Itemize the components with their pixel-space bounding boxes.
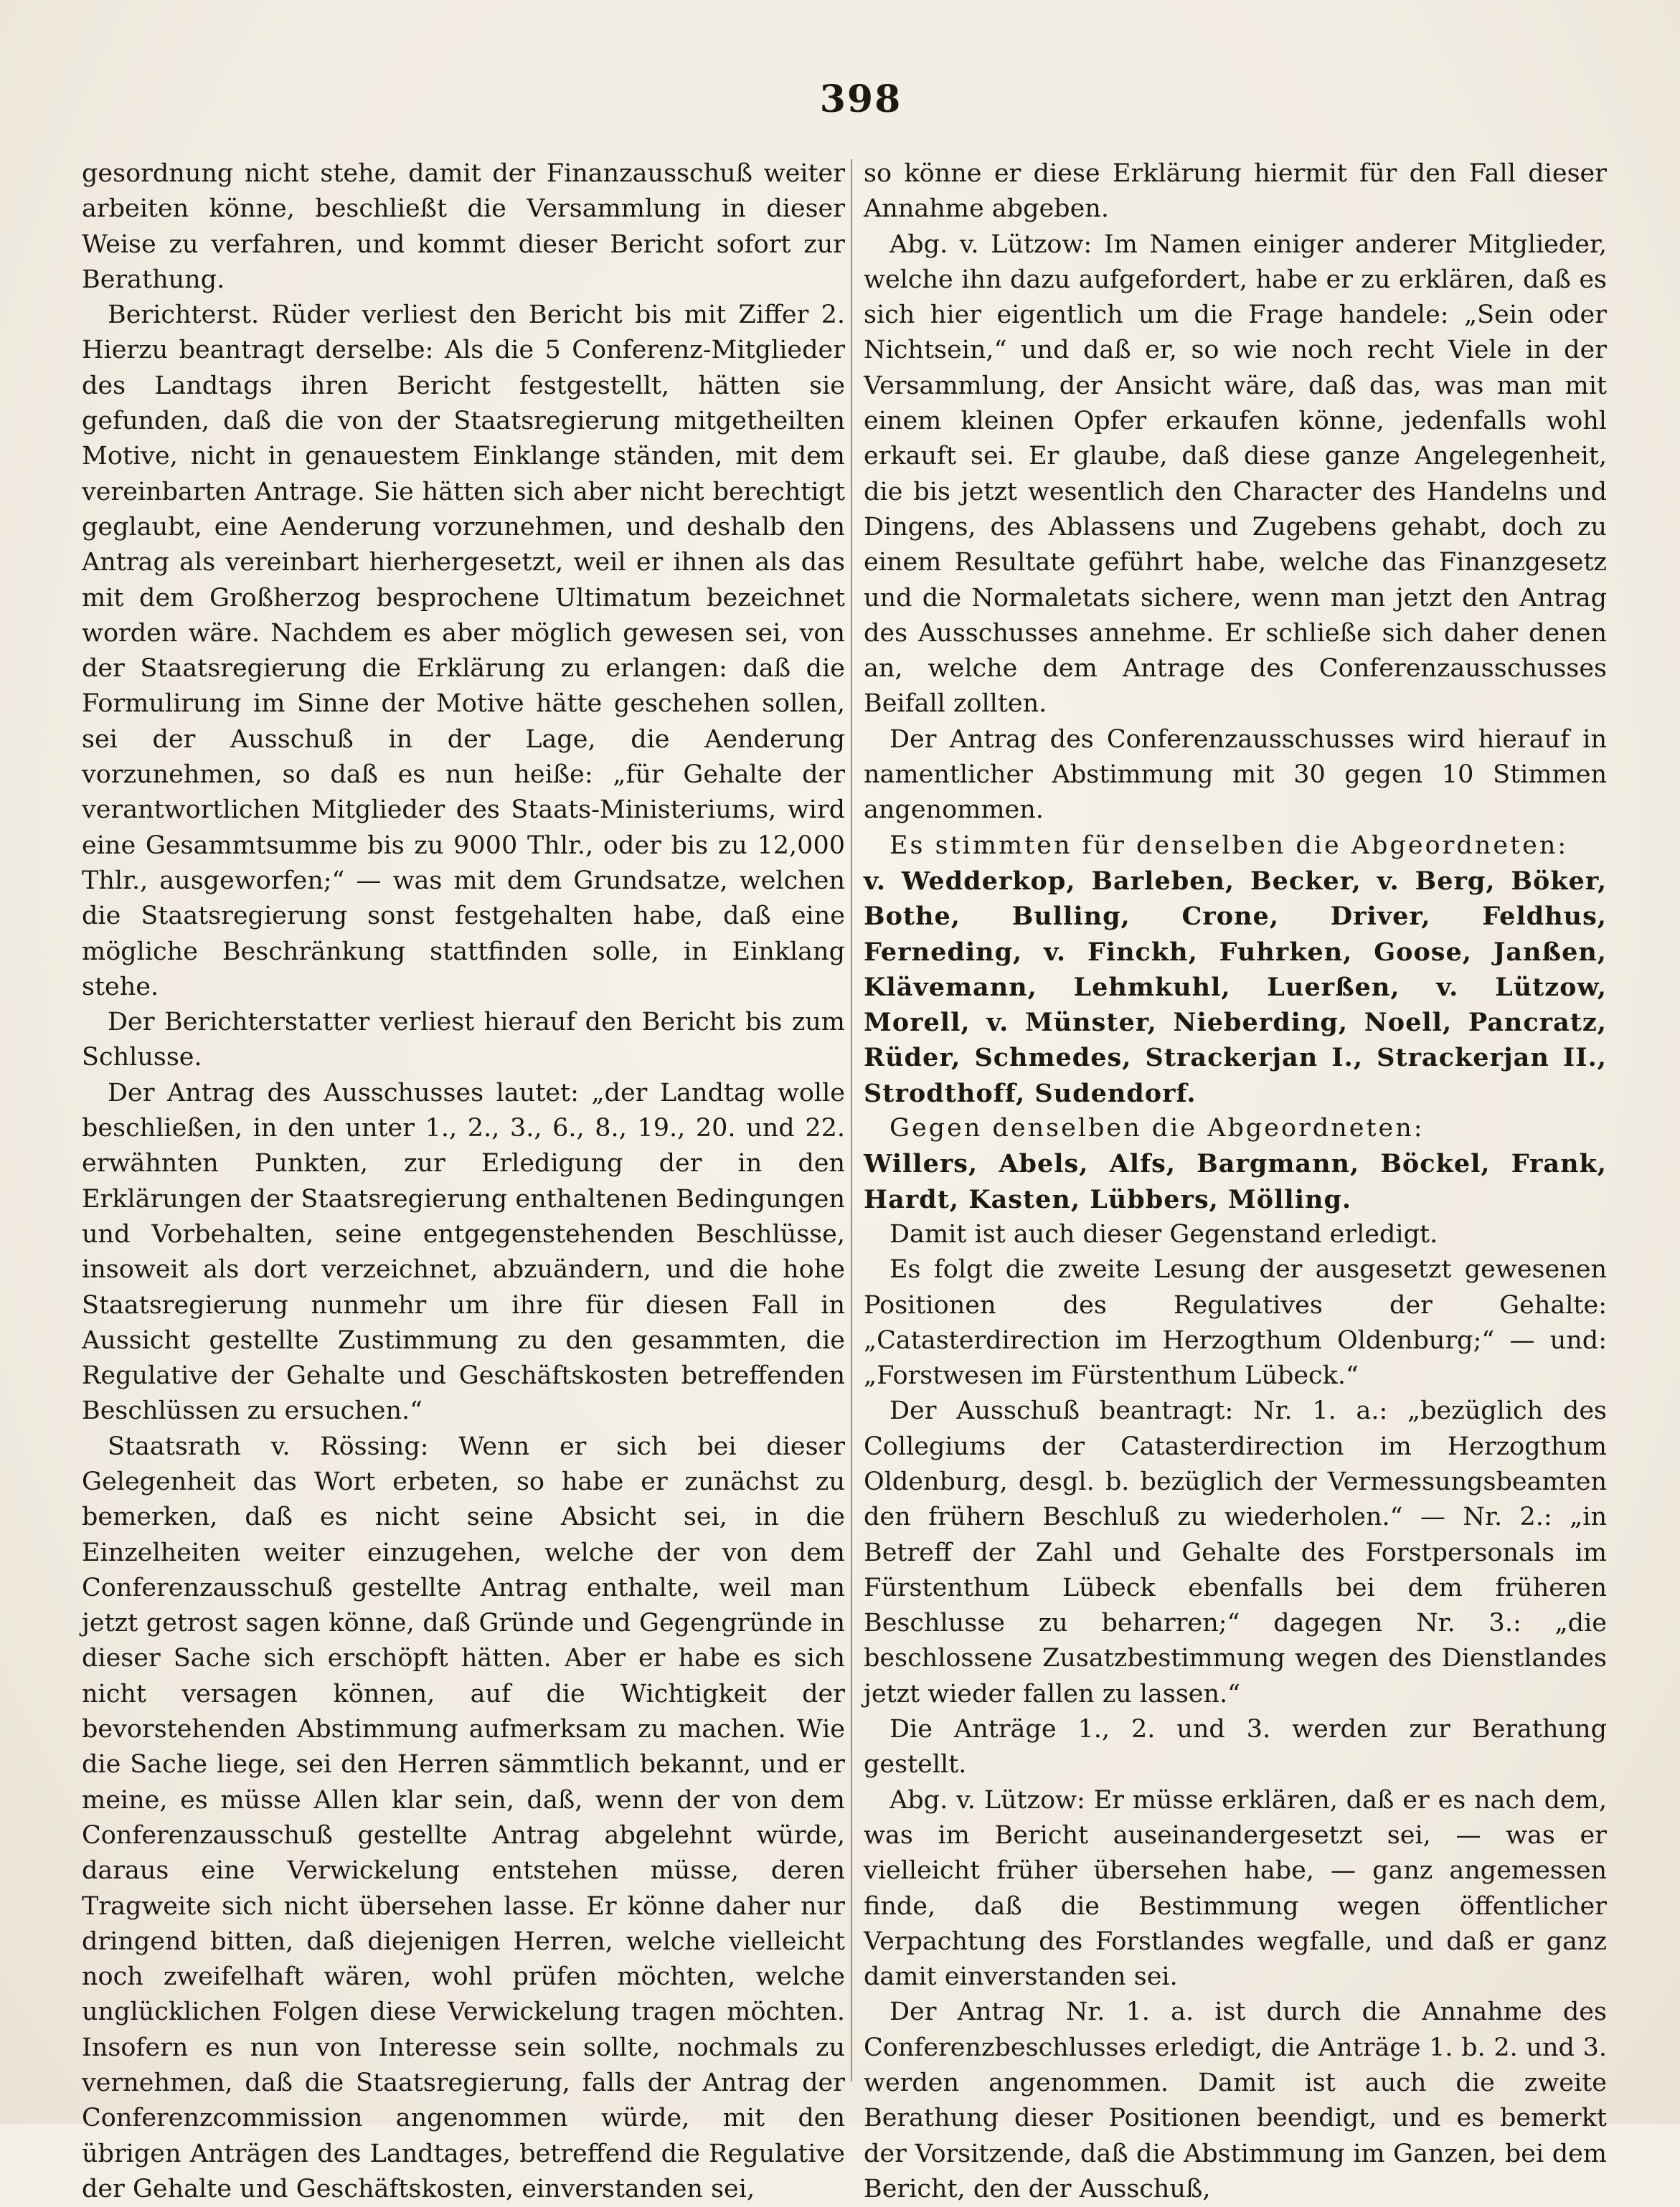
paragraph-vote-result: Der Antrag des Conferenzausschusses wird hierauf in namentlicher Abstimmung mit 30 gegen 10 Stimmen angenommen. (864, 724, 1607, 825)
paragraph-continuation: gesordnung nicht stehe, damit der Finanzausschuß weiter arbeiten könne, beschließt die Versammlung in dieser Weise zu verfahren, und kommt dieser Bericht sofort zur Berathung. (82, 159, 845, 294)
paragraph-rapporteur-reads: Der Berichterstatter verliest hierauf den Bericht bis zum Schlusse. (82, 1008, 845, 1072)
paragraph-rapporteur-report: Berichterst. Rüder verliest den Bericht bis mit Ziffer 2. Hierzu beantragt derselbe: Als die 5 Conferenz-Mitglieder des Landtags ihren Bericht festgestellt, hätten sie gefunden, daß die von der Staatsregierung mitgetheilten Motive, nicht in genauestem Einklange ständen, mit dem vereinbarten Antrage. Sie hätten sich aber nicht berechtigt geglaubt, eine Aenderung vorzunehmen, und deshalb den Antrag als vereinbart hierhergesetzt, weil er ihnen als das mit dem Großherzog besprochene Ultimatum bezeichnet worden wäre. Nachdem es aber möglich gewesen sei, von der Staatsregierung die Erklärung zu erlangen: daß die Formulirung im Sinne der Motive hätte geschehen sollen, sei der Ausschuß in der Lage, die Aenderung vorzunehmen, so daß es nun heiße: „für Gehalte der verantwortlichen Mitglieder des Staats-Ministeriums, wird eine Gesammtsumme bis zu 9000 Thlr., oder bis zu 12,000 Thlr., ausgeworfen;“ — was mit dem Grundsatze, welchen die Staatsregierung sonst festgehalten habe, daß eine mögliche Beschränkung stattfinden solle, in Einklang stehe. (82, 301, 845, 1001)
vote-for-names: v. Wedderkop, Barleben, Becker, v. Berg, Böker, Bothe, Bulling, Crone, Driver, Feldhus, Ferneding, v. Finckh, Fuhrken, Goose, Janßen, Klävemann, Lehmkuhl, Luerßen, v. Lützow, Morell, v. Münster, Nieberding, Noell, Pancratz, Rüder, Schmedes, Strackerjan I., Strackerjan II., Strodthoff, Sudendorf. (864, 866, 1607, 1108)
paragraph-staatsrath-speech: Staatsrath v. Rössing: Wenn er sich bei dieser Gelegenheit das Wort erbeten, so habe er zunächst zu bemerken, daß es nicht seine Absicht sei, in die Einzelheiten weiter einzugehen, welche der von dem Conferenzausschuß gestellte Antrag enthalte, weil man jetzt getrost sagen könne, daß Gründe und Gegengründe in dieser Sache sich erschöpft hätten. Aber er habe es sich nicht versagen können, auf die Wichtigkeit der bevorstehenden Abstimmung aufmerksam zu machen. Wie die Sache liege, sei den Herren sämmtlich bekannt, und er meine, es müsse Allen klar sein, daß, wenn der von dem Conferenzausschuß gestellte Antrag abgelehnt würde, daraus eine Verwickelung entstehen müsse, deren Tragweite sich nicht übersehen lasse. Er könne daher nur dringend bitten, daß diejenigen Herren, welche vielleicht noch zweifelhaft wären, wohl prüfen möchten, welche unglücklichen Folgen diese Verwickelung tragen möchten. Insofern es nun von Interesse sein sollte, nochmals zu vernehmen, daß die Staatsregierung, falls der Antrag der Conferenzcommission angenommen würde, mit den übrigen Anträgen des Landtages, betreffend die Regulative der Gehalte und Geschäftskosten, einverstanden sei, (82, 1432, 845, 2203)
paragraph-committee-motion: Der Antrag des Ausschusses lautet: „der Landtag wolle beschließen, in den unter 1., 2., 3., 6., 8., 19., 20. und 22. erwähnten Punkten, zur Erledigung der in den Erklärungen der Staatsregierung enthaltenen Bedingungen und Vorbehalten, seine entgegenstehenden Beschlüsse, insoweit als dort verzeichnet, abzuändern, und die hohe Staatsregierung nunmehr um ihre für diesen Fall in Aussicht gestellte Zustimmung zu den gesammten, die Regulative der Gehalte und Geschäftskosten betreffenden Beschlüssen zu ersuchen.“ (82, 1078, 845, 1426)
paragraph-luetzow-speech: Abg. v. Lützow: Im Namen einiger anderer Mitglieder, welche ihn dazu aufgefordert, habe er zu erklären, daß es sich hier eigentlich um die Frage handele: „Sein oder Nichtsein,“ und daß er, so wie noch recht Viele in der Versammlung, der Ansicht wäre, daß das, was man mit einem kleinen Opfer erkaufen könne, jedenfalls wohl erkauft sei. Er glaube, daß diese ganze Angelegenheit, die bis jetzt wesentlich den Character des Handelns und Dingens, des Ablassens und Zugebens gehabt, doch zu einem Resultate geführt habe, welche das Finanzgesetz und die Normaletats sichere, wenn man jetzt den Antrag des Ausschusses annehme. Er schließe sich daher denen an, welche dem Antrage des Conferenzausschusses Beifall zollten. (864, 230, 1607, 719)
paragraph-declaration-end: so könne er diese Erklärung hiermit für den Fall dieser Annahme abgeben. (864, 159, 1607, 224)
paragraph-motion-adopted: Der Antrag Nr. 1. a. ist durch die Annahme des Conferenzbeschlusses erledigt, die Anträge 1. b. 2. und 3. werden angenommen. Damit ist auch die zweite Berathung dieser Positionen beendigt, und es bemerkt der Vorsitzende, daß die Abstimmung im Ganzen, bei dem Bericht, den der Ausschuß, (864, 1998, 1607, 2203)
paragraph-motions-debated: Die Anträge 1., 2. und 3. werden zur Berathung gestellt. (864, 1715, 1607, 1780)
vote-for-heading: Es stimmten für denselben die Abgeordneten: (889, 831, 1569, 860)
column-divider (851, 159, 852, 2081)
paragraph-luetzow-second: Abg. v. Lützow: Er müsse erklären, daß er es nach dem, was im Bericht auseinandergesetzt sei, — was er vielleicht früher übersehen habe, — ganz angemessen finde, daß die Bestimmung wegen öffentlicher Verpachtung des Forstlandes wegfalle, und daß er ganz damit einverstanden sei. (864, 1785, 1607, 1992)
vote-against-heading: Gegen denselben die Abgeordneten: (889, 1114, 1425, 1143)
page-number: 398 (819, 77, 902, 121)
right-column (864, 156, 1607, 2207)
vote-against-names: Willers, Abels, Alfs, Bargmann, Böckel, Frank, Hardt, Kasten, Lübbers, Mölling. (864, 1149, 1607, 1214)
paragraph-committee-proposal: Der Ausschuß beantragt: Nr. 1. a.: „bezüglich des Collegiums der Catasterdirection im Herzogthum Oldenburg, desgl. b. bezüglich der Vermessungsbeamten den frühern Beschluß zu wiederholen.“ — Nr. 2.: „in Betreff der Zahl und Gehalte des Forstpersonals im Fürstenthum Lübeck ebenfalls bei dem früheren Beschlusse zu beharren;“ dagegen Nr. 3.: „die beschlossene Zusatzbestimmung wegen des Dienstlandes jetzt wieder fallen zu lassen.“ (864, 1396, 1607, 1709)
paragraph-second-reading: Es folgt die zweite Lesung der ausgesetzt gewesenen Positionen des Regulatives der Gehalte: „Catasterdirection im Herzogthum Oldenburg;“ — und: „Forstwesen im Fürstenthum Lübeck.“ (864, 1255, 1607, 1391)
left-column (82, 156, 845, 2207)
paragraph-matter-settled: Damit ist auch dieser Gegenstand erledigt. (889, 1219, 1438, 1249)
